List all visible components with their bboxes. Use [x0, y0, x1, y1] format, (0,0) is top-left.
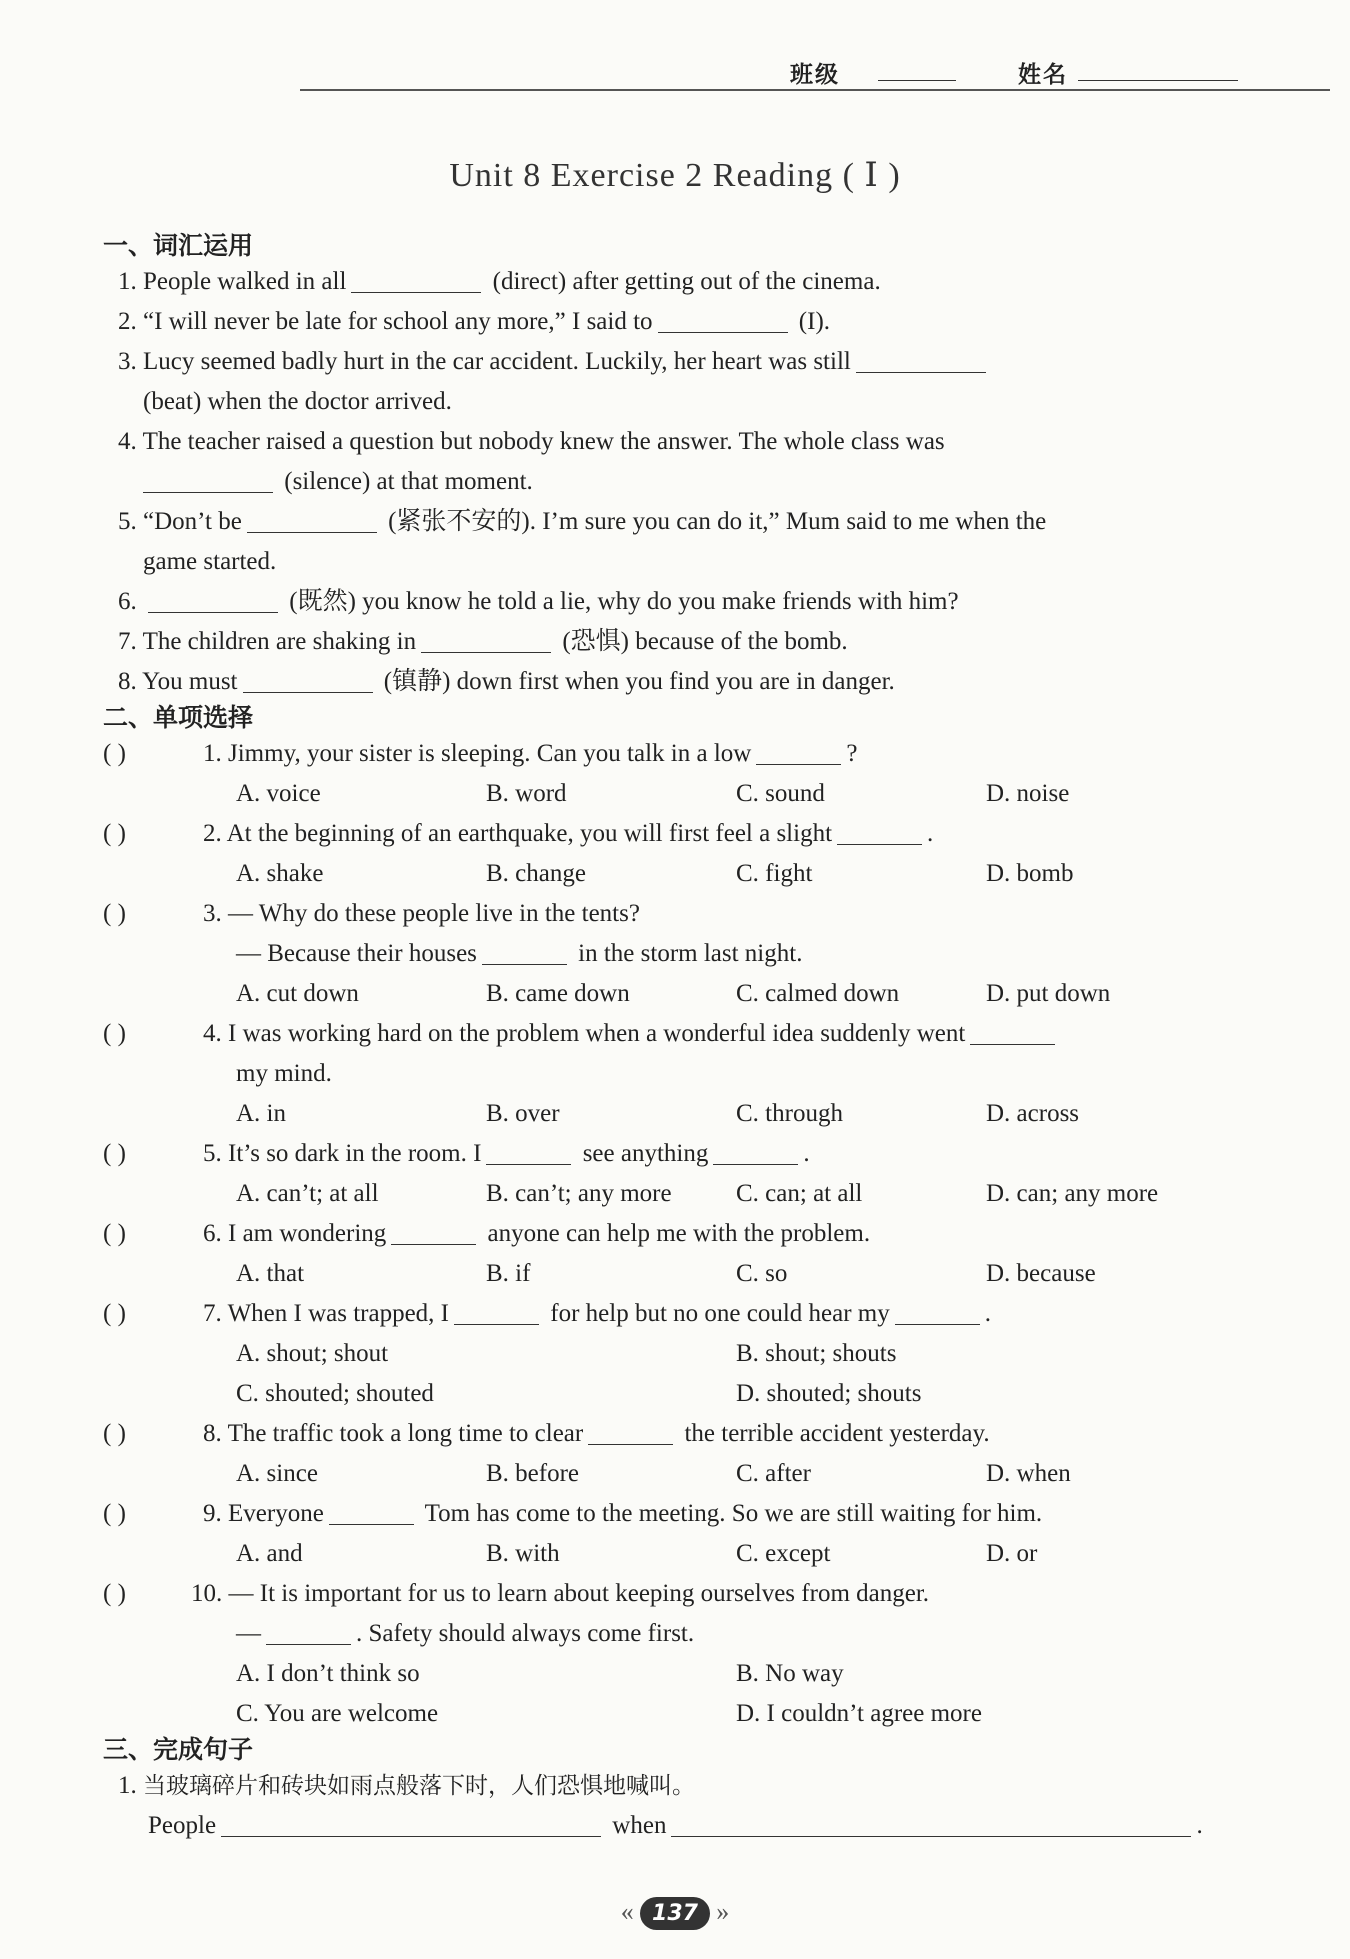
mc-question-2	[103, 814, 1253, 894]
answer-blank[interactable]	[148, 586, 278, 613]
question-number: 5.	[203, 1140, 222, 1167]
question-stem: . Safety should always come first.	[356, 1620, 695, 1647]
question-stem: The traffic took a long time to clear	[227, 1420, 584, 1447]
question-stem: I am wondering	[228, 1220, 387, 1247]
question-number: 7.	[118, 628, 137, 655]
question-text: (镇静) down first when you find you are in danger.	[383, 668, 895, 695]
answer-paren[interactable]: ( )	[103, 820, 126, 847]
option-b[interactable]: B. came down	[486, 980, 630, 1007]
chinese-prompt: 当玻璃碎片和砖块如雨点般落下时，人们恐惧地喊叫。	[143, 1773, 695, 1799]
vocab-question-5	[103, 502, 1253, 582]
page-number-badge: 137	[640, 1897, 710, 1930]
answer-blank[interactable]	[856, 346, 986, 373]
vocab-question-1	[103, 262, 1253, 302]
answer-blank[interactable]	[486, 1138, 571, 1165]
question-number: 1.	[203, 740, 222, 767]
answer-blank[interactable]	[421, 626, 551, 653]
answer-blank[interactable]	[671, 1810, 1191, 1837]
answer-paren[interactable]: ( )	[103, 1300, 126, 1327]
option-d[interactable]: D. or	[986, 1540, 1038, 1567]
answer-blank[interactable]	[143, 466, 273, 493]
answer-paren[interactable]: ( )	[103, 1500, 126, 1527]
header-rule	[300, 89, 1330, 91]
option-d[interactable]: D. noise	[986, 780, 1070, 807]
option-b[interactable]: B. with	[486, 1540, 560, 1567]
vocab-question-3	[103, 342, 1253, 422]
answer-paren[interactable]: ( )	[103, 900, 126, 927]
mc-question-5	[103, 1134, 1253, 1214]
question-number: 6.	[203, 1220, 222, 1247]
answer-blank[interactable]	[391, 1218, 476, 1245]
name-label: 姓名	[1018, 62, 1068, 87]
question-stem: .	[803, 1140, 810, 1167]
sentence-text: .	[1196, 1812, 1203, 1839]
question-text: (既然) you know he told a lie, why do you make friends with him?	[289, 588, 959, 615]
question-stem: At the beginning of an earthquake, you will first feel a slight	[226, 820, 833, 847]
question-stem: my mind.	[236, 1060, 332, 1087]
mc-question-10	[103, 1574, 1253, 1734]
question-stem: Everyone	[228, 1500, 324, 1527]
question-text: You must	[142, 668, 238, 695]
option-c[interactable]: C. shouted; shouted	[236, 1380, 434, 1407]
answer-blank[interactable]	[266, 1618, 351, 1645]
vocab-question-7	[103, 622, 1253, 662]
question-stem: ?	[846, 740, 858, 767]
option-b[interactable]: B. over	[486, 1100, 560, 1127]
question-number: 5.	[118, 508, 137, 535]
left-chevron-icon: «	[620, 1897, 634, 1926]
question-text: (恐惧) because of the bomb.	[562, 628, 848, 655]
answer-blank[interactable]	[970, 1018, 1055, 1045]
question-text: (紧张不安的). I’m sure you can do it,” Mum said to me when the	[388, 508, 1047, 535]
vocab-question-2	[103, 302, 1253, 342]
vocab-question-4	[103, 422, 1253, 502]
question-stem: .	[984, 1300, 991, 1327]
question-text: Lucy seemed badly hurt in the car accident. Luckily, her heart was still	[143, 348, 851, 375]
option-b[interactable]: B. shout; shouts	[736, 1340, 897, 1367]
question-number: 8.	[118, 668, 137, 695]
answer-blank[interactable]	[482, 938, 567, 965]
mc-question-1	[103, 734, 1253, 814]
question-stem: I was working hard on the problem when a wonderful idea suddenly went	[228, 1020, 966, 1047]
question-text: game started.	[143, 548, 277, 575]
class-label: 班级	[790, 62, 840, 87]
answer-paren[interactable]: ( )	[103, 740, 126, 767]
name-field[interactable]	[1078, 80, 1238, 81]
question-text: (I).	[798, 308, 831, 335]
worksheet-body	[103, 230, 1253, 1846]
answer-blank[interactable]	[895, 1298, 980, 1325]
question-stem: —	[236, 1620, 261, 1647]
page-title: Unit 8 Exercise 2 Reading ( Ⅰ )	[449, 157, 901, 194]
option-d[interactable]: D. when	[986, 1460, 1071, 1487]
answer-blank[interactable]	[658, 306, 788, 333]
mc-question-9	[103, 1494, 1253, 1574]
question-stem: — Because their houses	[236, 940, 477, 967]
question-stem: the terrible accident yesterday.	[684, 1420, 990, 1447]
option-d[interactable]: D. across	[986, 1100, 1080, 1127]
answer-blank[interactable]	[247, 506, 377, 533]
question-stem: It’s so dark in the room. I	[228, 1140, 482, 1167]
question-number: 7.	[203, 1300, 222, 1327]
answer-blank[interactable]	[221, 1810, 601, 1837]
answer-blank[interactable]	[329, 1498, 414, 1525]
section3-heading: 三、完成句子	[103, 1735, 254, 1764]
option-b[interactable]: B. if	[486, 1260, 531, 1287]
question-number: 10.	[191, 1580, 223, 1607]
question-text: (silence) at that moment.	[284, 468, 533, 495]
option-d[interactable]: D. because	[986, 1260, 1096, 1287]
option-d[interactable]: D. put down	[986, 980, 1111, 1007]
vocab-question-6	[103, 582, 1253, 622]
answer-blank[interactable]	[837, 818, 922, 845]
option-d[interactable]: D. I couldn’t agree more	[736, 1700, 982, 1727]
answer-blank[interactable]	[454, 1298, 539, 1325]
question-stem: When I was trapped, I	[227, 1300, 449, 1327]
right-chevron-icon: »	[716, 1897, 730, 1926]
question-number: 8.	[203, 1420, 222, 1447]
section1-heading: 一、词汇运用	[103, 231, 254, 260]
class-field[interactable]	[878, 80, 956, 81]
question-stem: .	[927, 820, 934, 847]
option-c[interactable]: C. through	[736, 1100, 843, 1127]
vocab-question-8	[103, 662, 1253, 702]
option-b[interactable]: B. No way	[736, 1660, 844, 1687]
option-a[interactable]: A. that	[236, 1260, 305, 1287]
mc-question-7	[103, 1294, 1253, 1414]
mc-question-4	[103, 1014, 1253, 1134]
option-a[interactable]: A. voice	[236, 780, 321, 807]
question-number: 2.	[118, 308, 137, 335]
option-c[interactable]: C. except	[736, 1540, 831, 1567]
option-d[interactable]: D. bomb	[986, 860, 1074, 887]
option-c[interactable]: C. can; at all	[736, 1180, 863, 1207]
answer-blank[interactable]	[351, 266, 481, 293]
question-stem: anyone can help me with the problem.	[487, 1220, 871, 1247]
question-stem: — Why do these people live in the tents?	[228, 900, 640, 927]
mc-question-8	[103, 1414, 1253, 1494]
question-stem: Jimmy, your sister is sleeping. Can you talk in a low	[228, 740, 752, 767]
answer-paren[interactable]: ( )	[103, 1220, 126, 1247]
option-a[interactable]: A. since	[236, 1460, 318, 1487]
question-number: 2.	[203, 820, 222, 847]
question-number: 6.	[118, 588, 137, 615]
answer-paren[interactable]: ( )	[103, 1020, 126, 1047]
question-number: 9.	[203, 1500, 222, 1527]
answer-blank[interactable]	[713, 1138, 798, 1165]
question-number: 4.	[118, 428, 137, 455]
answer-paren[interactable]: ( )	[103, 1140, 126, 1167]
question-number: 1.	[118, 1772, 137, 1799]
option-a[interactable]: A. shout; shout	[236, 1340, 389, 1367]
option-d[interactable]: D. can; any more	[986, 1180, 1159, 1207]
option-b[interactable]: B. word	[486, 780, 567, 807]
answer-paren[interactable]: ( )	[103, 1420, 126, 1447]
option-a[interactable]: A. I don’t think so	[236, 1660, 420, 1687]
option-c[interactable]: C. sound	[736, 780, 825, 807]
answer-paren[interactable]: ( )	[103, 1580, 126, 1607]
option-a[interactable]: A. in	[236, 1100, 286, 1127]
answer-blank[interactable]	[243, 666, 373, 693]
translation-question-1	[103, 1766, 1253, 1846]
sentence-text: People	[148, 1812, 217, 1839]
sentence-text: when	[612, 1812, 667, 1839]
question-number: 3.	[203, 900, 222, 927]
question-stem: — It is important for us to learn about keeping ourselves from danger.	[228, 1580, 930, 1607]
question-text: “I will never be late for school any more,” I said to	[143, 308, 653, 335]
option-d[interactable]: D. shouted; shouts	[736, 1380, 922, 1407]
question-text: (beat) when the doctor arrived.	[143, 388, 452, 415]
option-a[interactable]: A. can’t; at all	[236, 1180, 379, 1207]
mc-question-6	[103, 1214, 1253, 1294]
answer-blank[interactable]	[588, 1418, 673, 1445]
question-stem: see anything	[582, 1140, 709, 1167]
question-text: (direct) after getting out of the cinema.	[492, 268, 881, 295]
question-text: The teacher raised a question but nobody knew the answer. The whole class was	[142, 428, 945, 455]
question-number: 1.	[118, 268, 137, 295]
option-c[interactable]: C. You are welcome	[236, 1700, 439, 1727]
option-c[interactable]: C. after	[736, 1460, 811, 1487]
question-stem: in the storm last night.	[578, 940, 803, 967]
option-a[interactable]: A. and	[236, 1540, 303, 1567]
option-a[interactable]: A. shake	[236, 860, 324, 887]
question-stem: Tom has come to the meeting. So we are still waiting for him.	[424, 1500, 1043, 1527]
option-b[interactable]: B. before	[486, 1460, 580, 1487]
option-c[interactable]: C. so	[736, 1260, 788, 1287]
option-c[interactable]: C. fight	[736, 860, 813, 887]
section2-heading: 二、单项选择	[103, 703, 254, 732]
answer-blank[interactable]	[756, 738, 841, 765]
question-text: The children are shaking in	[142, 628, 417, 655]
page-number	[0, 1897, 1350, 1930]
question-number: 3.	[118, 348, 137, 375]
question-text: People walked in all	[143, 268, 347, 295]
option-c[interactable]: C. calmed down	[736, 980, 900, 1007]
question-stem: for help but no one could hear my	[550, 1300, 890, 1327]
question-number: 4.	[203, 1020, 222, 1047]
option-b[interactable]: B. change	[486, 860, 586, 887]
question-text: “Don’t be	[143, 508, 242, 535]
option-a[interactable]: A. cut down	[236, 980, 359, 1007]
option-b[interactable]: B. can’t; any more	[486, 1180, 672, 1207]
mc-question-3	[103, 894, 1253, 1014]
